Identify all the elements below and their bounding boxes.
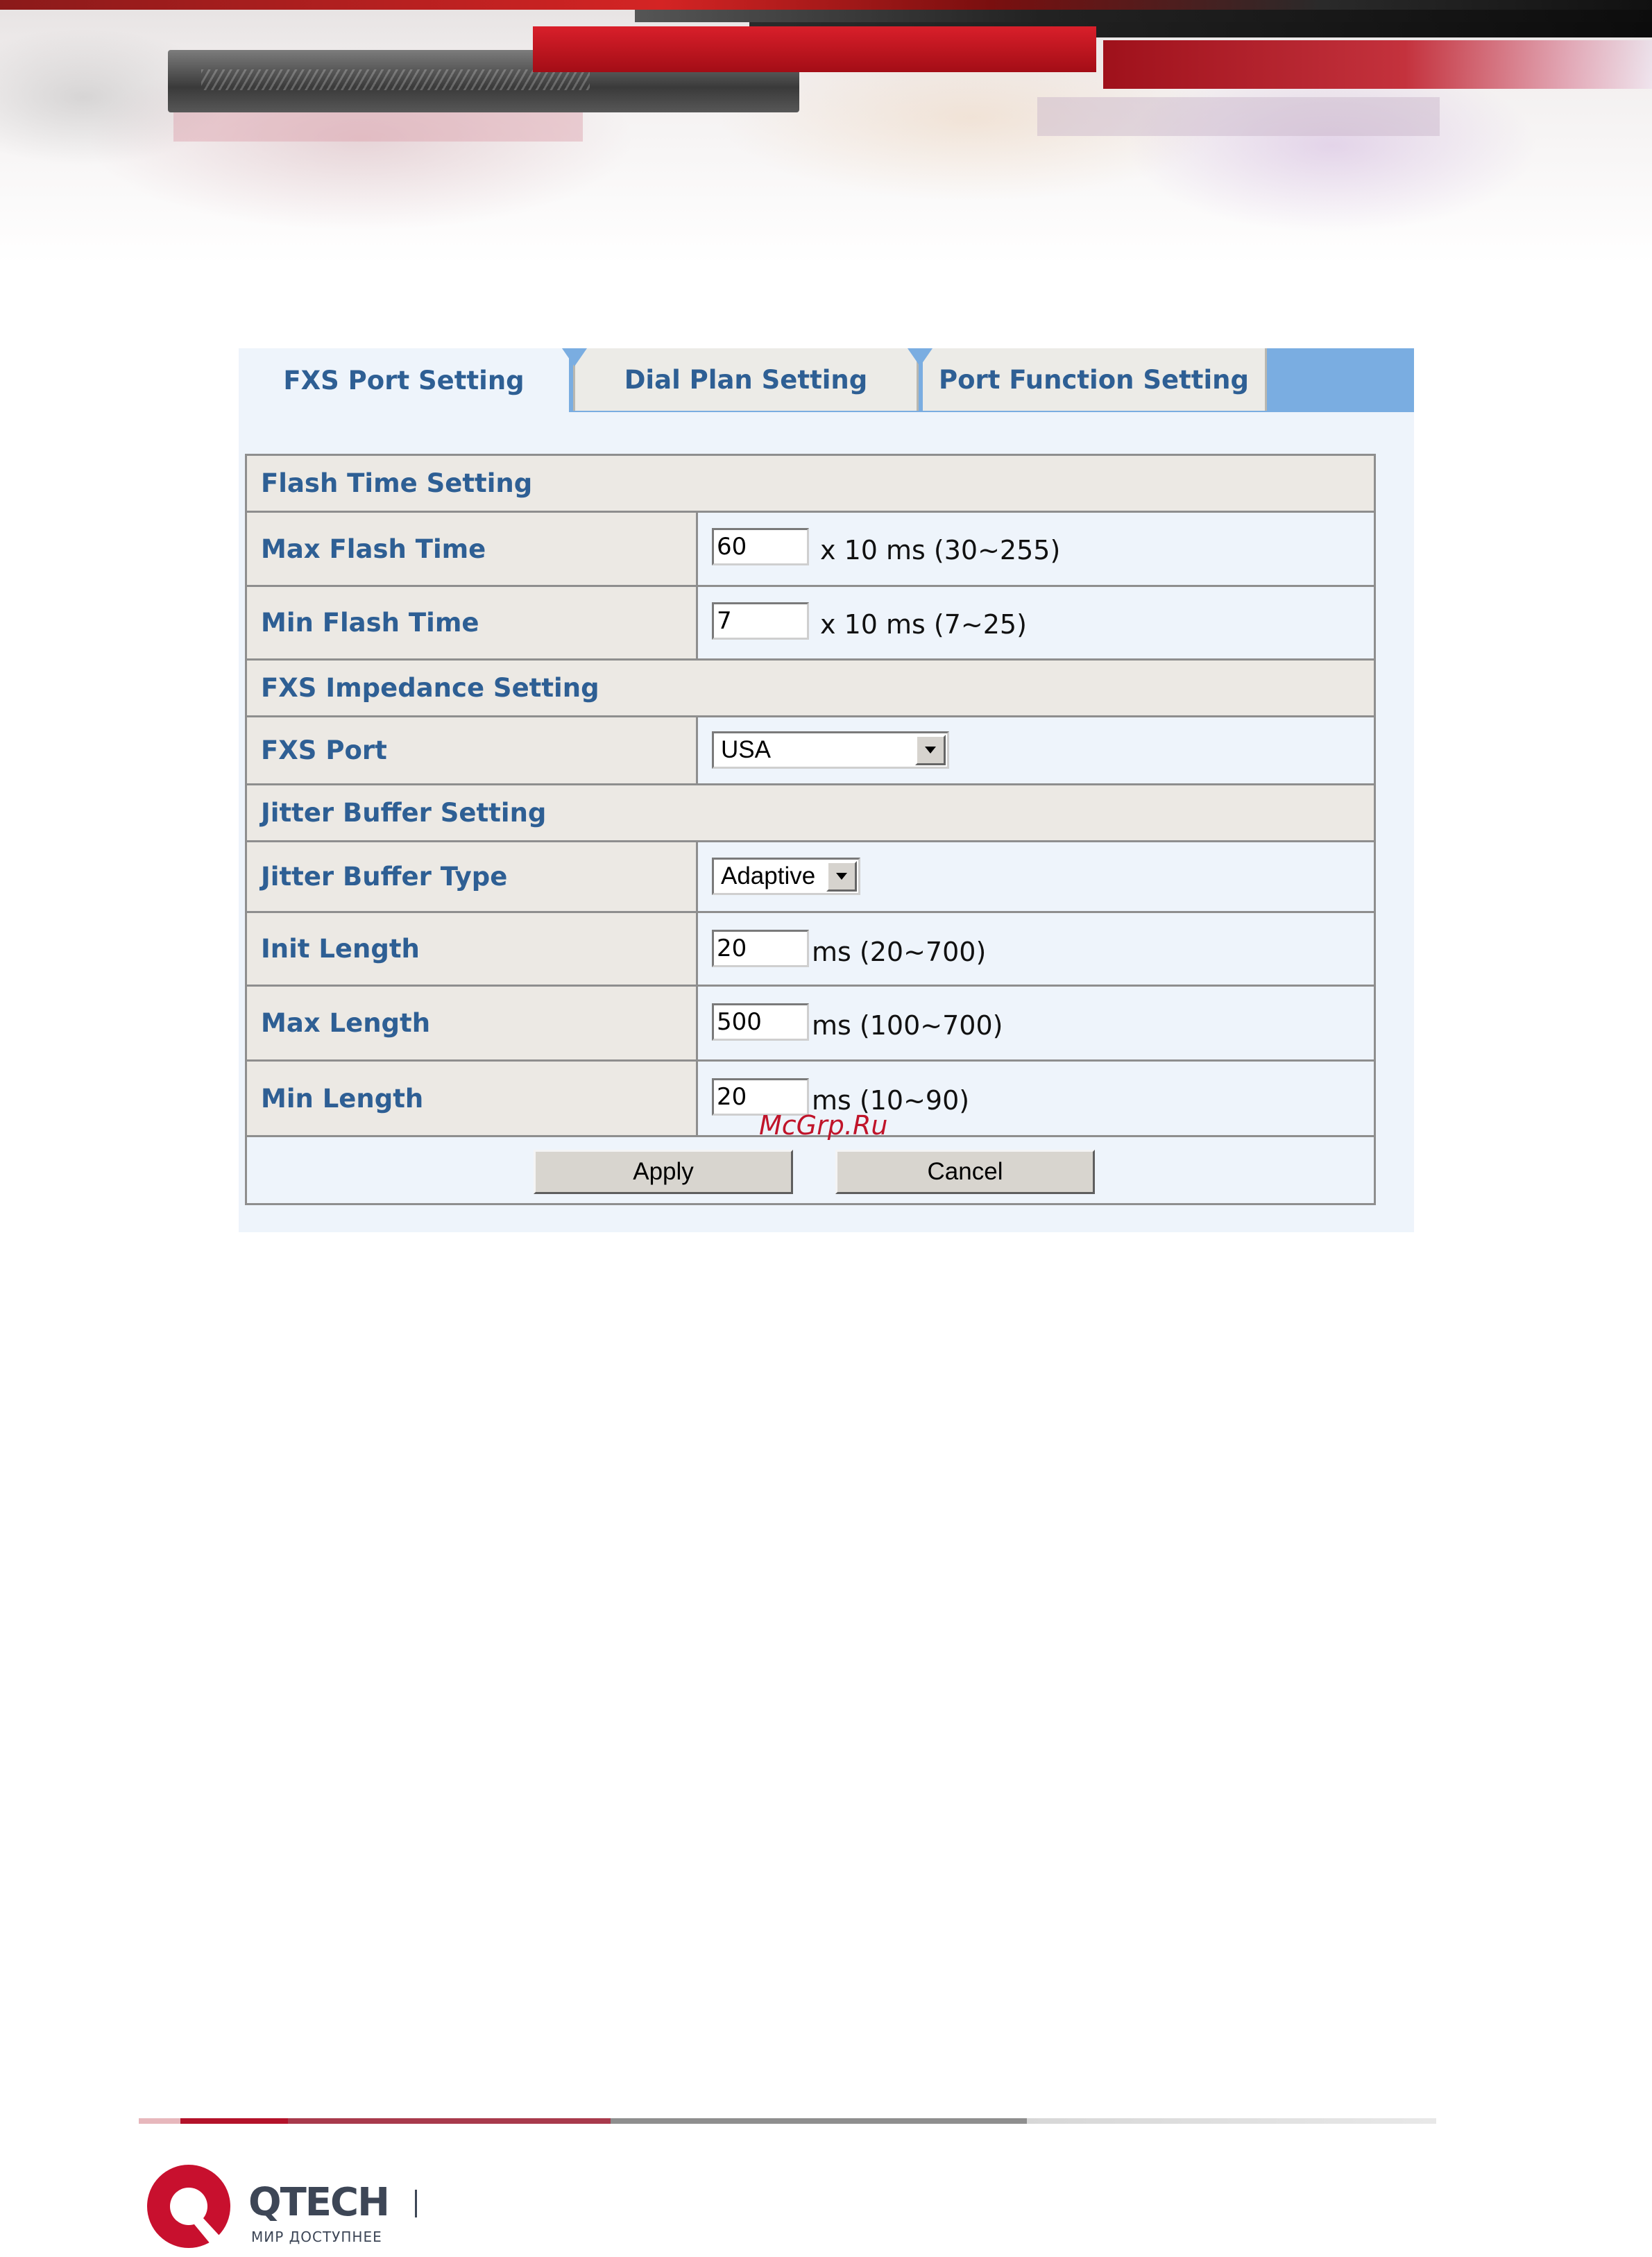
header-banner — [0, 0, 1652, 291]
init-length-label: Init Length — [247, 913, 698, 985]
fxs-settings-panel — [239, 348, 1414, 1232]
jitter-buffer-type-select[interactable] — [712, 858, 860, 895]
section-title: FXS Impedance Setting — [261, 673, 599, 703]
qtech-logo-icon — [139, 2158, 243, 2257]
min-flash-time-input[interactable] — [712, 602, 809, 640]
footer-divider — [139, 2118, 1436, 2124]
fxs-port-select[interactable] — [712, 731, 949, 769]
footer-separator — [415, 2190, 417, 2217]
max-length-input[interactable] — [712, 1003, 809, 1041]
max-length-label: Max Length — [247, 987, 698, 1059]
jitter-buffer-type-selected: Adaptive — [721, 862, 816, 889]
section-flash-time — [247, 456, 1374, 513]
settings-form — [245, 454, 1376, 1205]
apply-button[interactable]: Apply — [534, 1150, 793, 1194]
min-flash-time-label: Min Flash Time — [247, 587, 698, 658]
tab-bar — [239, 348, 1414, 412]
section-fxs-impedance — [247, 661, 1374, 717]
fxs-port-label: FXS Port — [247, 717, 698, 783]
min-length-label: Min Length — [247, 1062, 698, 1135]
row-init-length — [247, 913, 1374, 987]
max-flash-time-input[interactable] — [712, 528, 809, 565]
brand-tagline: МИР ДОСТУПНЕЕ — [251, 2229, 382, 2245]
init-length-unit: ms (20~700) — [812, 937, 987, 967]
jitter-buffer-type-label: Jitter Buffer Type — [247, 842, 698, 911]
tab-dial-plan-setting[interactable]: Dial Plan Setting — [573, 348, 919, 411]
chevron-down-icon[interactable] — [826, 861, 857, 892]
section-title: Flash Time Setting — [261, 468, 533, 498]
section-title: Jitter Buffer Setting — [261, 798, 547, 828]
row-max-flash-time — [247, 513, 1374, 587]
section-jitter-buffer — [247, 785, 1374, 842]
chevron-down-icon[interactable] — [915, 735, 946, 765]
tab-port-function-setting[interactable]: Port Function Setting — [923, 348, 1267, 411]
max-flash-time-label: Max Flash Time — [247, 513, 698, 585]
button-row — [247, 1137, 1374, 1203]
watermark-text: McGrp.Ru — [759, 1110, 888, 1141]
brand-name: QTECH — [248, 2180, 389, 2225]
fxs-port-selected: USA — [721, 736, 771, 763]
init-length-input[interactable] — [712, 930, 809, 967]
max-flash-time-unit: x 10 ms (30~255) — [820, 535, 1061, 565]
row-jitter-buffer-type — [247, 842, 1374, 913]
min-length-unit: ms (10~90) — [812, 1085, 970, 1116]
min-flash-time-unit: x 10 ms (7~25) — [820, 609, 1027, 640]
max-length-unit: ms (100~700) — [812, 1010, 1003, 1041]
row-max-length — [247, 987, 1374, 1062]
tab-notch — [562, 348, 587, 366]
row-min-flash-time — [247, 587, 1374, 661]
tab-fxs-port-setting[interactable]: FXS Port Setting — [239, 348, 569, 412]
tab-notch — [908, 348, 933, 366]
row-fxs-port — [247, 717, 1374, 785]
cancel-button[interactable]: Cancel — [835, 1150, 1095, 1194]
